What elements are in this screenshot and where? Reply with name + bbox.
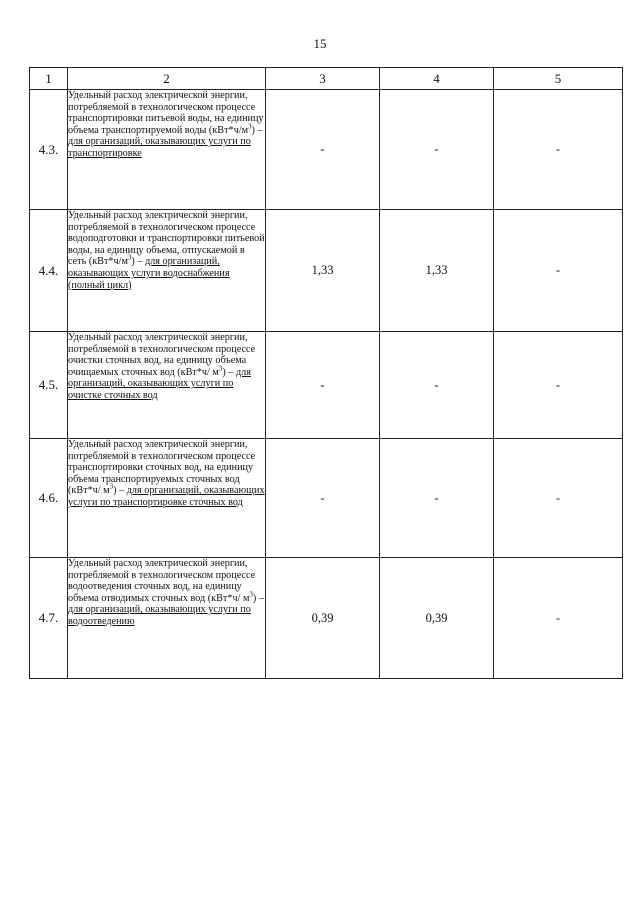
column-header-1: 1 — [30, 68, 68, 90]
page-number: 15 — [313, 36, 327, 51]
row-description: Удельный расход электрической энергии, потребляемой в технологическом процессе водоподготовки и транспортировки питьевой воды, на единицу объема, отпускаемой в сеть $(кВт*ч/м^3)$ – для организаций, оказывающих услуги водоснабжения (полный цикл) — [68, 210, 266, 332]
row-description: Удельный расход электрической энергии, потребляемой в технологическом процессе очистки сточных вод, на единицу объема очищаемых сточных вод (кВт*ч/ $м^3$) – для организаций, оказывающих услуги по очистке сточных вод — [68, 332, 266, 439]
cell-col4: - — [380, 439, 494, 558]
row-number: 4.6. — [30, 439, 68, 558]
cell-col3: 1,33 — [266, 210, 380, 332]
row-description: Удельный расход электрической энергии, потребляемой в технологическом процессе транспортировки питьевой воды, на единицу объема транспортируемой воды $(кВт*ч/м^3)$ – для организаций, оказывающих услуги по транспортировке — [68, 90, 266, 210]
cell-col4: - — [380, 90, 494, 210]
data-table — [29, 67, 623, 679]
cell-col5: - — [494, 210, 623, 332]
row-number: 4.5. — [30, 332, 68, 439]
cell-col3: - — [266, 90, 380, 210]
cell-col5: - — [494, 439, 623, 558]
table-row — [30, 332, 623, 439]
cell-col5: - — [494, 90, 623, 210]
cell-col3: - — [266, 439, 380, 558]
column-header-3: 3 — [266, 68, 380, 90]
cell-col5: - — [494, 558, 623, 679]
cell-col4: 0,39 — [380, 558, 494, 679]
row-number: 4.3. — [30, 90, 68, 210]
cell-col3: - — [266, 332, 380, 439]
cell-col4: - — [380, 332, 494, 439]
column-header-5: 5 — [494, 68, 623, 90]
column-header-2: 2 — [68, 68, 266, 90]
row-description: Удельный расход электрической энергии, потребляемой в технологическом процессе транспортировки сточных вод, на единицу объема транспортируемых сточных вод (кВт*ч/ $м^3$) – для организаций, оказывающих услуги по транспортировке сточных вод — [68, 439, 266, 558]
table-row — [30, 558, 623, 679]
row-description: Удельный расход электрической энергии, потребляемой в технологическом процессе водоотведения сточных вод, на единицу объема отводимых сточных вод (кВт*ч/ $м^3$) – для организаций, оказывающих услуги по водоотведению — [68, 558, 266, 679]
header-row — [30, 68, 623, 90]
row-number: 4.7. — [30, 558, 68, 679]
table-row — [30, 210, 623, 332]
cell-col4: 1,33 — [380, 210, 494, 332]
table-row — [30, 90, 623, 210]
cell-col5: - — [494, 332, 623, 439]
row-number: 4.4. — [30, 210, 68, 332]
column-header-4: 4 — [380, 68, 494, 90]
table-row — [30, 439, 623, 558]
cell-col3: 0,39 — [266, 558, 380, 679]
